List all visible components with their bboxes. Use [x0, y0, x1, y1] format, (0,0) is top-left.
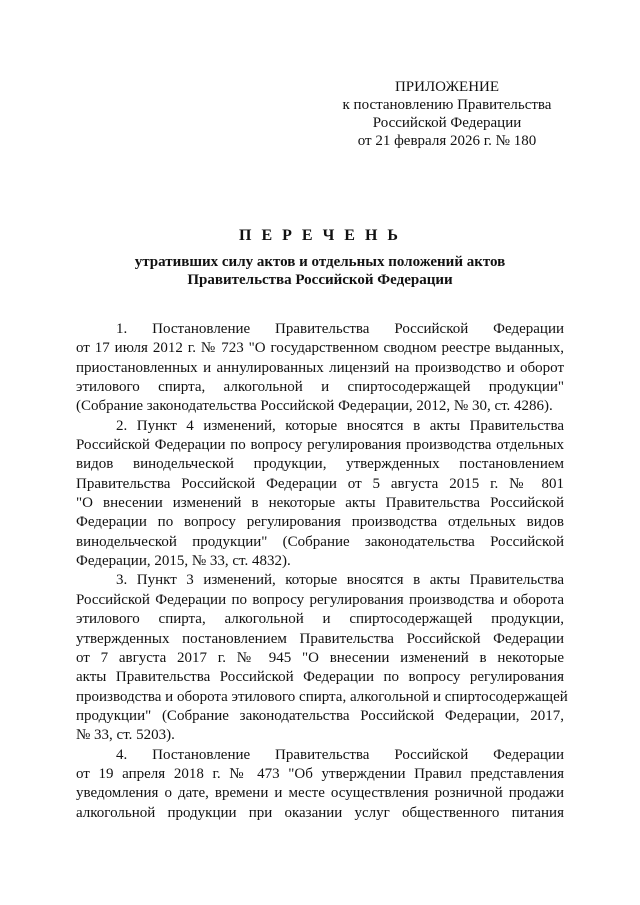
list-item	[76, 320, 564, 417]
list-item	[76, 417, 564, 572]
appendix-line: к постановлению Правительства	[342, 97, 552, 113]
text-line: винодельческой продукции" (Собрание законодательства Российской	[76, 533, 564, 550]
text-line: № 33, ст. 5203).	[76, 727, 175, 744]
text-line: производства и оборота этилового спирта, алкогольной и спиртосодержащей	[76, 688, 568, 705]
text-line: утвержденных постановлением Правительства Российской Федерации	[76, 630, 564, 647]
appendix-block	[332, 78, 562, 150]
appendix-title: ПРИЛОЖЕНИЕ	[394, 79, 500, 95]
text-line: Российской Федерации по вопросу регулирования производства и оборота	[76, 591, 564, 608]
text-line: продукции" (Собрание законодательства Российской Федерации, 2017,	[76, 707, 564, 724]
document-heading	[0, 226, 640, 289]
text-line: (Собрание законодательства Российской Федерации, 2012, № 30, ст. 4286).	[76, 398, 553, 415]
text-line: Правительства Российской Федерации от 5 августа 2015 г. № 801	[76, 475, 564, 492]
text-line: 2. Пункт 4 изменений, которые вносятся в акты Правительства	[116, 417, 564, 434]
text-line: от 17 июля 2012 г. № 723 "О государственном сводном реестре выданных,	[76, 340, 564, 357]
text-line: этилового спирта, алкогольной и спиртосодержащей продукции"	[76, 379, 564, 396]
list-item	[76, 571, 568, 745]
text-line: 3. Пункт 3 изменений, которые вносятся в акты Правительства	[116, 572, 564, 589]
document-subtitle: утративших силу актов и отдельных положений актов	[134, 254, 506, 270]
text-line: приостановленных и аннулированных лицензий на производство и оборот	[76, 359, 564, 376]
text-line: этилового спирта, алкогольной и спиртосодержащей продукции,	[76, 611, 564, 628]
text-line: от 7 августа 2017 г. № 945 "О внесении изменений в некоторые	[76, 649, 564, 666]
text-line: уведомления о дате, времени и месте осуществления розничной продажи	[76, 785, 564, 802]
document-title: П Е Р Е Ч Е Н Ь	[239, 227, 401, 244]
text-line: от 19 апреля 2018 г. № 473 "Об утверждении Правил представления	[76, 765, 564, 782]
text-line: Федерации по вопросу регулирования производства отдельных видов	[76, 514, 564, 531]
document-body	[76, 320, 568, 823]
appendix-line: от 21 февраля 2026 г. № 180	[357, 133, 537, 149]
document-subtitle: Правительства Российской Федерации	[187, 272, 453, 288]
text-line: алкогольной продукции при оказании услуг общественного питания	[76, 804, 564, 821]
text-line: 1. Постановление Правительства Российской Федерации	[116, 321, 564, 337]
text-line: "О внесении изменений в некоторые акты Правительства Российской	[76, 495, 564, 512]
text-line: Федерации, 2015, № 33, ст. 4832).	[76, 553, 291, 570]
list-item	[76, 746, 564, 823]
text-line: 4. Постановление Правительства Российской Федерации	[116, 746, 564, 763]
text-line: видов винодельческой продукции, утвержденных постановлением	[76, 456, 564, 473]
appendix-line: Российской Федерации	[372, 115, 522, 131]
text-line: акты Правительства Российской Федерации по вопросу регулирования	[76, 669, 564, 686]
text-line: Российской Федерации по вопросу регулирования производства отдельных	[76, 437, 564, 454]
